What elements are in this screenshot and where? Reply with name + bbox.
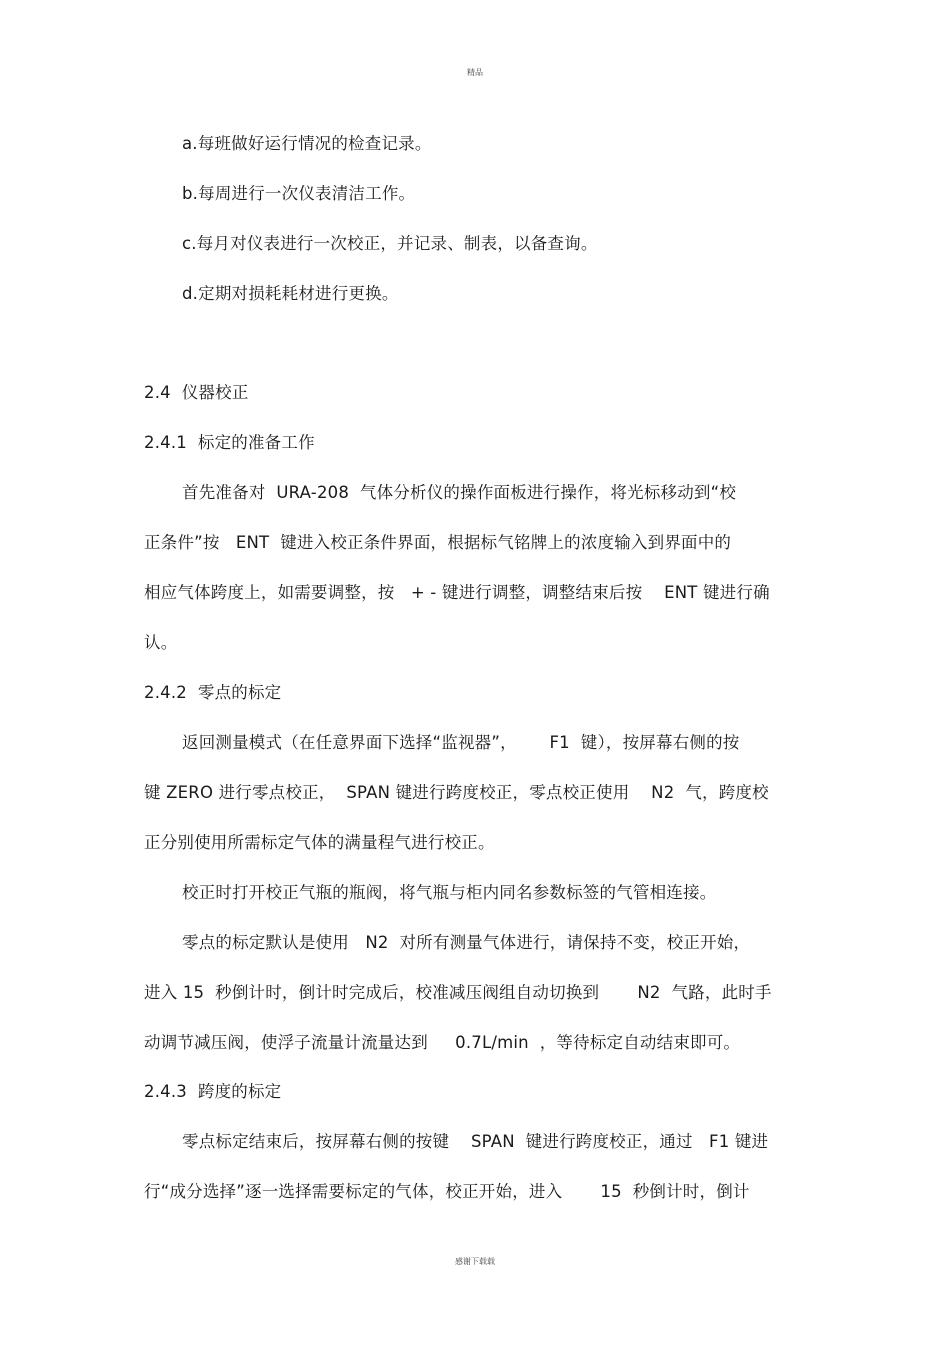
- paragraph-line: 正条件”按 ENT 键进入校正条件界面，根据标气铭牌上的浓度输入到界面中的: [144, 533, 732, 552]
- section-heading-2-4: 2.4 仪器校正: [144, 383, 249, 402]
- list-item: b.每周进行一次仪表清洁工作。: [182, 184, 416, 203]
- paragraph-line: 校正时打开校正气瓶的瓶阀，将气瓶与柜内同名参数标签的气管相连接。: [182, 883, 717, 902]
- paragraph-line: 正分别使用所需标定气体的满量程气进行校正。: [144, 833, 495, 852]
- list-item: a.每班做好运行情况的检查记录。: [182, 134, 432, 153]
- list-item: d.定期对损耗耗材进行更换。: [182, 284, 399, 303]
- page-footer: 感谢下载载: [455, 1257, 495, 1266]
- paragraph-line: 进入 15 秒倒计时，倒计时完成后，校准减压阀组自动切换到 N2 气路，此时手: [144, 983, 772, 1002]
- paragraph-line: 相应气体跨度上，如需要调整，按 + - 键进行调整，调整结束后按 ENT 键进行确: [144, 583, 770, 602]
- paragraph-line: 零点的标定默认是使用 N2 对所有测量气体进行，请保持不变，校正开始，: [182, 933, 751, 952]
- paragraph-line: 零点标定结束后，按屏幕右侧的按键 SPAN 键进行跨度校正，通过 F1 键进: [182, 1132, 769, 1151]
- paragraph-line: 动调节减压阀，使浮子流量计流量达到 0.7L/min ，等待标定自动结束即可。: [144, 1033, 741, 1052]
- paragraph-line: 认。: [144, 633, 178, 652]
- section-heading-2-4-1: 2.4.1 标定的准备工作: [144, 433, 315, 452]
- paragraph-line: 首先准备对 URA-208 气体分析仪的操作面板进行操作，将光标移动到“校: [182, 483, 737, 502]
- section-heading-2-4-2: 2.4.2 零点的标定: [144, 683, 282, 702]
- section-heading-2-4-3: 2.4.3 跨度的标定: [144, 1082, 282, 1101]
- list-item: c.每月对仪表进行一次校正，并记录、制表，以备查询。: [182, 234, 598, 253]
- paragraph-line: 返回测量模式（在任意界面下选择“监视器”， F1 键），按屏幕右侧的按: [182, 733, 740, 752]
- paragraph-line: 键 ZERO 进行零点校正， SPAN 键进行跨度校正，零点校正使用 N2 气，跨度校: [144, 783, 769, 802]
- paragraph-line: 行“成分选择”逐一选择需要标定的气体，校正开始，进入 15 秒倒计时，倒计: [144, 1182, 750, 1201]
- page-header: 精品: [467, 68, 483, 77]
